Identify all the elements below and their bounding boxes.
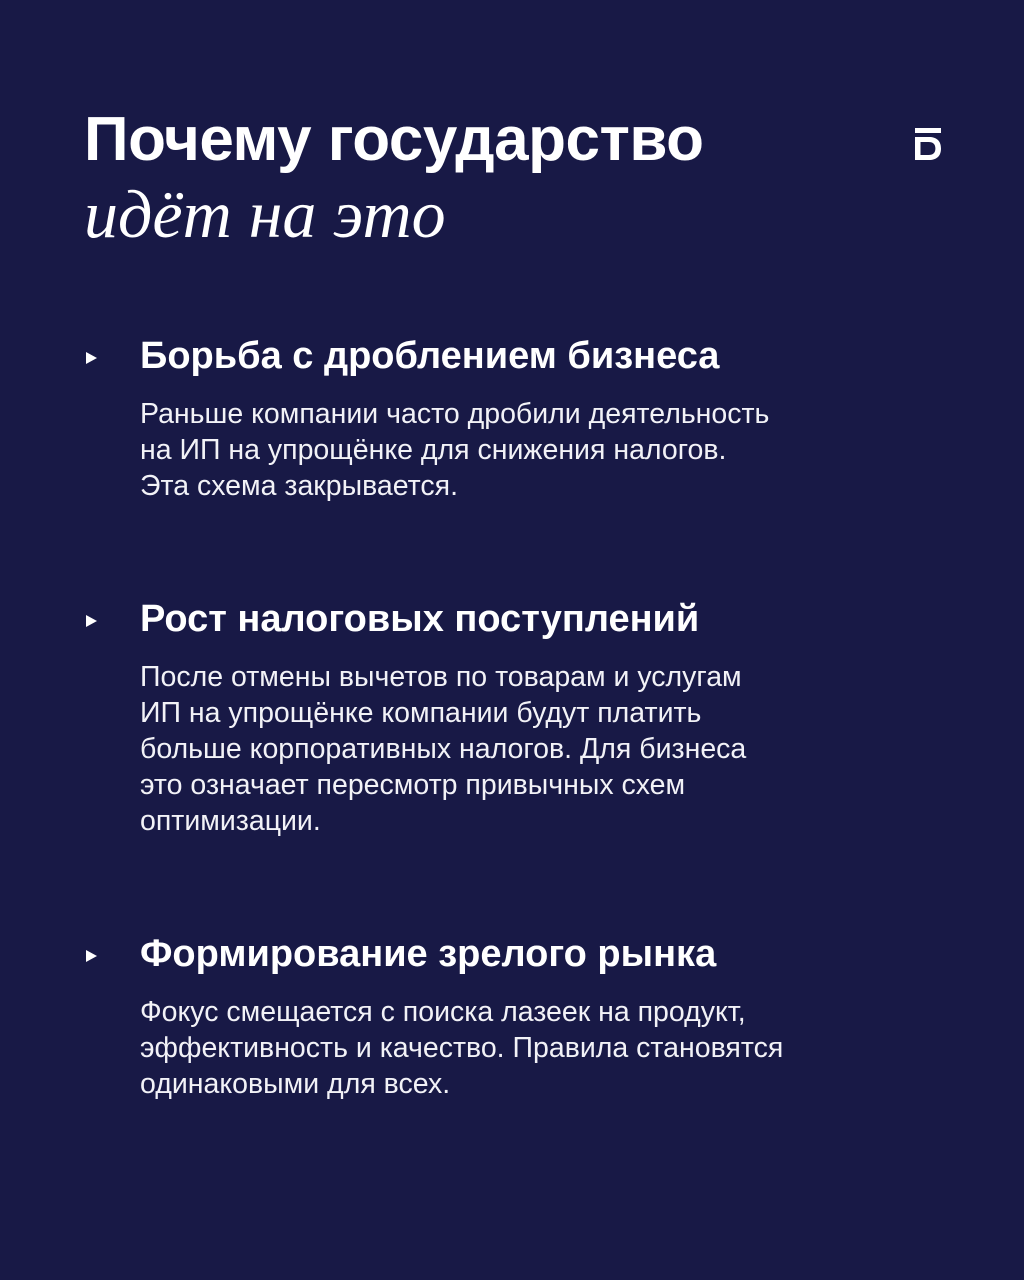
text-line: одинаковыми для всех. xyxy=(140,1068,451,1100)
triangle-bullet-icon xyxy=(84,351,98,365)
bank-logo-icon xyxy=(915,128,941,160)
section-heading: Борьба с дроблением бизнеса xyxy=(140,335,720,377)
section-fragmentation xyxy=(84,334,944,504)
page-title xyxy=(84,104,704,252)
section-mature-market xyxy=(84,932,944,1102)
title-line-2: идёт на это xyxy=(84,176,446,252)
triangle-bullet-icon xyxy=(84,949,98,963)
text-line: Фокус смещается с поиска лазеек на продукт, xyxy=(140,996,746,1028)
section-text xyxy=(140,994,920,1102)
text-line: это означает пересмотр привычных схем xyxy=(140,769,686,801)
section-text xyxy=(140,659,920,839)
title-line-1: Почему государство xyxy=(84,105,704,174)
text-line: на ИП на упрощёнке для снижения налогов. xyxy=(140,434,727,466)
section-heading: Формирование зрелого рынка xyxy=(140,933,717,975)
text-line: Эта схема закрывается. xyxy=(140,470,459,502)
text-line: ИП на упрощёнке компании будут платить xyxy=(140,697,702,729)
text-line: оптимизации. xyxy=(140,805,321,837)
text-line: После отмены вычетов по товарам и услугам xyxy=(140,661,742,693)
section-text xyxy=(140,396,920,504)
text-line: эффективность и качество. Правила становятся xyxy=(140,1032,784,1064)
text-line: Раньше компании часто дробили деятельность xyxy=(140,398,770,430)
text-line: больше корпоративных налогов. Для бизнеса xyxy=(140,733,747,765)
section-tax-revenue xyxy=(84,597,944,839)
triangle-bullet-icon xyxy=(84,614,98,628)
section-heading: Рост налоговых поступлений xyxy=(140,598,700,640)
